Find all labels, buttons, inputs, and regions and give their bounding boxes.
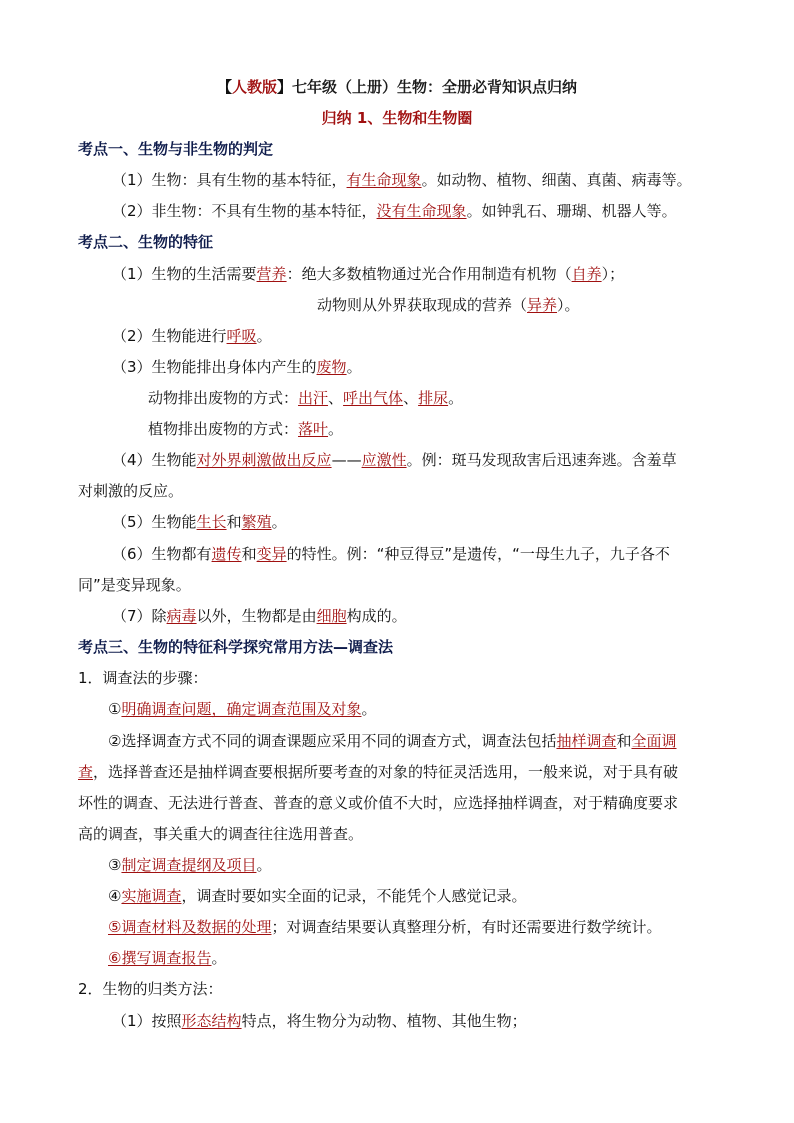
text: ）； (601, 265, 625, 283)
text: ，调查时要如实全面的记录，不能凭个人感觉记录。 (181, 887, 527, 905)
text: 的特性。例：“种豆得豆”是遗传，“一母生九子，九子各不 (286, 545, 670, 563)
k2-line-2 (112, 326, 272, 346)
text: 。如钟乳石、珊瑚、机器人等。 (466, 202, 677, 220)
text: ；对调查结果要认真整理分析，有时还需要进行数学统计。 (271, 918, 662, 936)
text: （1）生物：具有生物的基本特征， (112, 171, 347, 189)
key-term: 生长 (196, 513, 227, 531)
text: ）。 (557, 296, 580, 314)
text: 。如动物、植物、细菌、真菌、病毒等。 (421, 171, 692, 189)
text: 动物排出废物的方式： (148, 389, 299, 407)
text: 。 (211, 949, 227, 967)
text: 特点，将生物分为动物、植物、其他生物； (241, 1012, 527, 1030)
key-term: 废物 (316, 358, 347, 376)
title-bracket-open: 【 (216, 78, 232, 96)
k3-classify-1 (112, 1011, 527, 1031)
k3-step-2b (78, 762, 678, 782)
key-term: ⑤ (108, 918, 122, 936)
key-term: 落叶 (298, 420, 329, 438)
text: ① (108, 700, 122, 718)
text: 。 (256, 856, 272, 874)
k3-step-4 (108, 886, 526, 906)
text: 。 (346, 358, 362, 376)
key-term: 调查材料及数据的处理 (121, 918, 272, 936)
text: 。 (448, 389, 464, 407)
k2-line-3 (112, 357, 362, 377)
text: 构成的。 (346, 607, 407, 625)
k2-line-1b (317, 295, 580, 315)
k1-line-2 (112, 201, 677, 221)
key-term: 排尿 (418, 389, 449, 407)
k3-step-2 (108, 731, 677, 751)
key-term: 明确调查问题，确定调查范围及对象 (121, 700, 362, 718)
key-term: 病毒 (166, 607, 197, 625)
text: 、 (403, 389, 419, 407)
title-publisher: 人教版 (231, 78, 277, 96)
title-text: 七年级（上册）生物：全册必背知识点归纳 (292, 78, 578, 96)
text: （3）生物能排出身体内产生的 (112, 358, 317, 376)
text: 、 (328, 389, 344, 407)
kaodian-3-heading: 考点三、生物的特征科学探究常用方法—调查法 (78, 638, 394, 656)
key-term: 营养 (256, 265, 287, 283)
document-title (0, 77, 794, 97)
key-term: 撰写调查报告 (121, 949, 212, 967)
key-term: 抽样调查 (556, 732, 617, 750)
text: 。 (328, 420, 344, 438)
k1-line-1 (112, 170, 692, 190)
key-term: 没有生命现象 (376, 202, 467, 220)
text: ④ (108, 887, 122, 905)
text: 。 (271, 513, 287, 531)
k3-step-1 (108, 699, 376, 719)
kaodian-1-heading: 考点一、生物与非生物的判定 (78, 140, 274, 158)
k2-line-3a (148, 388, 463, 408)
text: （4）生物能 (112, 451, 197, 469)
text: （1）按照 (112, 1012, 182, 1030)
key-term: 全面调 (631, 732, 677, 750)
k3-step-2c: 坏性的调查、无法进行普查、普查的意义或价值不大时，应选择抽样调查，对于精确度要求 (78, 794, 679, 812)
k2-line-4b: 对刺激的反应。 (78, 482, 184, 500)
text: （6）生物都有 (112, 545, 212, 563)
text: 。 (361, 700, 377, 718)
text: 。 (256, 327, 272, 345)
key-term: 自养 (571, 265, 602, 283)
key-term: 细胞 (316, 607, 347, 625)
key-term: 形态结构 (181, 1012, 242, 1030)
text: ③ (108, 856, 122, 874)
text: ②选择调查方式不同的调查课题应采用不同的调查方式，调查法包括 (108, 732, 557, 750)
k2-line-3b (148, 419, 343, 439)
key-term: 有生命现象 (346, 171, 422, 189)
text: ，选择普查还是抽样调查要根据所要考查的对象的特征灵活选用，一般来说，对于具有破 (93, 763, 679, 781)
key-term: 出汗 (298, 389, 329, 407)
k3-section-1: 1．调查法的步骤： (78, 669, 208, 687)
text: ：绝大多数植物通过光合作用制造有机物（ (286, 265, 572, 283)
key-term: 呼出气体 (343, 389, 404, 407)
title-bracket-close: 】 (277, 78, 293, 96)
key-term: 实施调查 (121, 887, 182, 905)
text: （2）非生物：不具有生物的基本特征， (112, 202, 377, 220)
key-term: 应激性 (361, 451, 407, 469)
key-term: 异养 (527, 296, 558, 314)
section-subtitle: 归纳 1、生物和生物圈 (321, 109, 473, 127)
text: （5）生物能 (112, 513, 197, 531)
k3-step-6 (108, 948, 226, 968)
k2-line-5 (112, 512, 287, 532)
key-term: 繁殖 (241, 513, 272, 531)
text: 和 (616, 732, 632, 750)
k2-line-1 (112, 264, 624, 284)
text: 植物排出废物的方式： (148, 420, 299, 438)
text: （7）除 (112, 607, 167, 625)
k2-line-6b: 同”是变异现象。 (78, 576, 191, 594)
kaodian-2-heading: 考点二、生物的特征 (78, 233, 214, 251)
text: 。例：斑马发现敌害后迅速奔逃。含羞草 (406, 451, 677, 469)
text: —— (331, 451, 362, 469)
k2-line-4 (112, 450, 677, 470)
text: 以外，生物都是由 (196, 607, 317, 625)
text: （1）生物的生活需要 (112, 265, 257, 283)
k2-line-7 (112, 606, 407, 626)
k3-step-2d: 高的调查，事关重大的调查往往选用普查。 (78, 825, 364, 843)
text: 动物则从外界获取现成的营养（ (317, 296, 528, 314)
text: 和 (241, 545, 257, 563)
key-term: 对外界刺激做出反应 (196, 451, 332, 469)
text: （2）生物能进行 (112, 327, 227, 345)
key-term: 查 (78, 763, 94, 781)
k3-section-2: 2．生物的归类方法： (78, 980, 223, 998)
k3-step-5 (108, 917, 661, 937)
key-term: 变异 (256, 545, 287, 563)
key-term: ⑥ (108, 949, 122, 967)
key-term: 制定调查提纲及项目 (121, 856, 257, 874)
text: 和 (226, 513, 242, 531)
k2-line-6 (112, 544, 670, 564)
k3-step-3 (108, 855, 271, 875)
key-term: 呼吸 (226, 327, 257, 345)
key-term: 遗传 (211, 545, 242, 563)
